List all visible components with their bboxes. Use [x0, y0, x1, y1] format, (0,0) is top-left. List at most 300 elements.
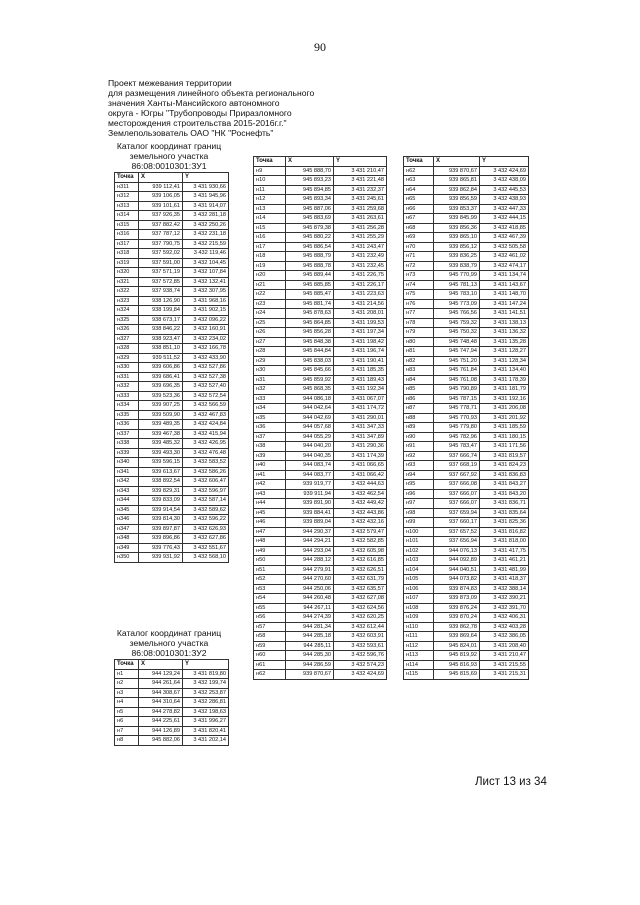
y-cell: 3 432 447,33	[480, 204, 529, 214]
x-cell: 944 083,74	[286, 461, 334, 471]
x-cell: 937 591,00	[139, 258, 183, 268]
point-cell: н39	[254, 451, 286, 461]
y-cell: 3 431 181,79	[480, 385, 529, 395]
y-cell: 3 431 481,99	[480, 565, 529, 575]
x-cell: 938 199,84	[139, 306, 183, 316]
y-cell: 3 431 199,53	[334, 318, 387, 328]
y-cell: 3 432 391,70	[480, 603, 529, 613]
y-cell: 3 431 290,01	[334, 413, 387, 423]
x-cell: 937 790,75	[139, 239, 183, 249]
y-cell: 3 432 593,61	[334, 641, 387, 651]
y-cell: 3 432 527,40	[183, 382, 229, 392]
x-cell: 939 613,67	[139, 467, 183, 477]
y-cell: 3 432 626,51	[334, 565, 387, 575]
table-row	[115, 543, 229, 553]
point-cell: н315	[115, 220, 139, 230]
y-cell: 3 432 281,18	[183, 211, 229, 221]
col-header-x: X	[286, 157, 334, 167]
table-row	[115, 211, 229, 221]
point-cell: н51	[254, 565, 286, 575]
point-cell: н9	[254, 166, 286, 176]
table-row	[404, 565, 529, 575]
y-cell: 3 431 843,20	[480, 489, 529, 499]
y-cell: 3 431 196,74	[334, 347, 387, 357]
col-header-point: Точка	[254, 157, 286, 167]
point-cell: н27	[254, 337, 286, 347]
table-row	[115, 698, 229, 708]
y-cell: 3 431 245,61	[334, 195, 387, 205]
y-cell: 3 431 819,57	[480, 451, 529, 461]
point-cell: н68	[404, 223, 434, 233]
point-cell: н320	[115, 268, 139, 278]
x-cell: 939 833,09	[139, 496, 183, 506]
table-row	[115, 505, 229, 515]
x-cell: 938 673,17	[139, 315, 183, 325]
table-row	[115, 679, 229, 689]
table-row	[254, 252, 387, 262]
point-cell: н1	[115, 669, 139, 679]
point-cell: н54	[254, 594, 286, 604]
point-cell: н335	[115, 410, 139, 420]
y-cell: 3 432 104,45	[183, 258, 229, 268]
point-cell: н34	[254, 404, 286, 414]
header-line: месторождения строительства 2015-2016г.г."	[108, 118, 287, 128]
y-cell: 3 432 603,91	[334, 632, 387, 642]
coord-table-zu2	[114, 659, 229, 746]
y-cell: 3 432 403,28	[480, 622, 529, 632]
point-cell: н329	[115, 353, 139, 363]
table-row	[254, 613, 387, 623]
point-cell: н63	[404, 176, 434, 186]
point-cell: н340	[115, 458, 139, 468]
x-cell: 944 310,64	[139, 698, 183, 708]
x-cell: 939 919,77	[286, 480, 334, 490]
point-cell: н115	[404, 670, 434, 680]
x-cell: 945 881,74	[286, 299, 334, 309]
y-cell: 3 431 290,36	[334, 442, 387, 452]
x-cell: 945 888,78	[286, 261, 334, 271]
x-cell: 945 748,48	[434, 337, 480, 347]
table-row	[115, 277, 229, 287]
y-cell: 3 432 527,86	[183, 363, 229, 373]
y-cell: 3 432 445,53	[480, 185, 529, 195]
header-line: Проект межевания территории	[108, 78, 232, 88]
table-row	[404, 489, 529, 499]
table-row	[404, 252, 529, 262]
table-row	[254, 214, 387, 224]
y-cell: 3 432 626,93	[183, 524, 229, 534]
y-cell: 3 431 226,75	[334, 271, 387, 281]
point-cell: н62	[404, 166, 434, 176]
point-cell: н79	[404, 328, 434, 338]
point-cell: н47	[254, 527, 286, 537]
point-cell: н42	[254, 480, 286, 490]
y-cell: 3 431 141,51	[480, 309, 529, 319]
x-cell: 937 657,52	[434, 527, 480, 537]
point-cell: н58	[254, 632, 286, 642]
point-cell: н350	[115, 553, 139, 563]
table-row	[115, 201, 229, 211]
table-row	[254, 594, 387, 604]
point-cell: н348	[115, 534, 139, 544]
y-cell: 3 432 390,21	[480, 594, 529, 604]
x-cell: 937 656,94	[434, 537, 480, 547]
point-cell: н10	[254, 176, 286, 186]
table-row	[115, 717, 229, 727]
point-cell: н93	[404, 461, 434, 471]
table-row	[115, 467, 229, 477]
table-row	[254, 375, 387, 385]
y-cell: 3 431 066,42	[334, 470, 387, 480]
y-cell: 3 431 902,15	[183, 306, 229, 316]
table-row	[404, 508, 529, 518]
y-cell: 3 432 119,46	[183, 249, 229, 259]
point-cell: н60	[254, 651, 286, 661]
x-cell: 944 126,89	[139, 726, 183, 736]
table-row	[254, 261, 387, 271]
table-row	[115, 524, 229, 534]
table-row	[115, 736, 229, 746]
point-cell: н21	[254, 280, 286, 290]
catalog1-title: Каталог координат границ земельного участка 86:08:0010301:ЗУ1	[116, 141, 222, 171]
y-cell: 3 432 579,47	[334, 527, 387, 537]
y-cell: 3 432 586,26	[183, 467, 229, 477]
x-cell: 944 042,69	[286, 413, 334, 423]
x-cell: 945 759,32	[434, 318, 480, 328]
point-cell: н104	[404, 565, 434, 575]
x-cell: 938 892,54	[139, 477, 183, 487]
point-cell: н325	[115, 315, 139, 325]
y-cell: 3 432 160,91	[183, 325, 229, 335]
table-row	[115, 344, 229, 354]
point-cell: н347	[115, 524, 139, 534]
point-cell: н15	[254, 223, 286, 233]
col-header-y: Y	[480, 157, 529, 167]
coord-table-middle	[253, 156, 387, 680]
table-row	[404, 166, 529, 176]
table-row	[404, 641, 529, 651]
y-cell: 3 432 596,76	[334, 651, 387, 661]
table-row	[254, 603, 387, 613]
x-cell: 944 293,04	[286, 546, 334, 556]
table-row	[404, 632, 529, 642]
y-cell: 3 431 255,29	[334, 233, 387, 243]
table-row	[254, 537, 387, 547]
point-cell: н55	[254, 603, 286, 613]
y-cell: 3 431 136,32	[480, 328, 529, 338]
point-cell: н40	[254, 461, 286, 471]
x-cell: 945 783,10	[434, 290, 480, 300]
table-row	[115, 192, 229, 202]
x-cell: 945 885,47	[286, 290, 334, 300]
table-row	[115, 334, 229, 344]
table-row	[254, 556, 387, 566]
x-cell: 945 887,06	[286, 204, 334, 214]
x-cell: 939 856,12	[434, 242, 480, 252]
header-line: для размещения линейного объекта регионального	[108, 88, 315, 98]
point-cell: н41	[254, 470, 286, 480]
y-cell: 3 432 624,56	[334, 603, 387, 613]
y-cell: 3 431 148,70	[480, 290, 529, 300]
x-cell: 939 907,25	[139, 401, 183, 411]
table-row	[254, 385, 387, 395]
table-row	[254, 632, 387, 642]
x-cell: 945 783,47	[434, 442, 480, 452]
x-cell: 944 267,11	[286, 603, 334, 613]
x-cell: 945 880,22	[286, 233, 334, 243]
table-row	[404, 537, 529, 547]
y-cell: 3 431 192,16	[480, 394, 529, 404]
x-cell: 939 101,61	[139, 201, 183, 211]
point-cell: н49	[254, 546, 286, 556]
table-row	[115, 182, 229, 192]
y-cell: 3 431 210,47	[334, 166, 387, 176]
point-cell: н311	[115, 182, 139, 192]
point-cell: н349	[115, 543, 139, 553]
y-cell: 3 432 166,78	[183, 344, 229, 354]
y-cell: 3 432 253,87	[183, 688, 229, 698]
table-row	[404, 233, 529, 243]
y-cell: 3 431 208,01	[334, 309, 387, 319]
x-cell: 939 814,30	[139, 515, 183, 525]
x-cell: 939 112,41	[139, 182, 183, 192]
x-cell: 939 856,36	[434, 223, 480, 233]
y-cell: 3 432 438,93	[480, 195, 529, 205]
x-cell: 939 776,43	[139, 543, 183, 553]
point-cell: н76	[404, 299, 434, 309]
x-cell: 945 781,13	[434, 280, 480, 290]
table-row	[404, 461, 529, 471]
y-cell: 3 432 231,18	[183, 230, 229, 240]
point-cell: н317	[115, 239, 139, 249]
point-cell: н38	[254, 442, 286, 452]
y-cell: 3 432 627,86	[183, 534, 229, 544]
x-cell: 944 286,59	[286, 660, 334, 670]
table-row	[404, 527, 529, 537]
point-cell: н83	[404, 366, 434, 376]
point-cell: н67	[404, 214, 434, 224]
table-row	[115, 382, 229, 392]
x-cell: 944 279,91	[286, 565, 334, 575]
x-cell: 939 911,94	[286, 489, 334, 499]
table-row	[115, 268, 229, 278]
y-cell: 3 432 424,69	[480, 166, 529, 176]
y-cell: 3 432 589,62	[183, 505, 229, 515]
table-row	[115, 534, 229, 544]
col-header-point: Точка	[115, 660, 139, 670]
point-cell: н23	[254, 299, 286, 309]
y-cell: 3 431 138,13	[480, 318, 529, 328]
point-cell: н313	[115, 201, 139, 211]
point-cell: н322	[115, 287, 139, 297]
table-row	[254, 518, 387, 528]
x-cell: 939 489,35	[139, 420, 183, 430]
x-cell: 945 751,20	[434, 356, 480, 366]
point-cell: н5	[115, 707, 139, 717]
x-cell: 939 865,81	[434, 176, 480, 186]
x-cell: 945 879,38	[286, 223, 334, 233]
table-row	[404, 518, 529, 528]
table-row	[404, 603, 529, 613]
table-row	[404, 413, 529, 423]
y-cell: 3 432 461,02	[480, 252, 529, 262]
x-cell: 939 884,41	[286, 508, 334, 518]
x-cell: 939 686,41	[139, 372, 183, 382]
table-row	[404, 280, 529, 290]
table-row	[254, 195, 387, 205]
x-cell: 939 870,67	[434, 166, 480, 176]
y-cell: 3 431 232,45	[334, 261, 387, 271]
table-row	[404, 261, 529, 271]
point-cell: н100	[404, 527, 434, 537]
header-line: значения Ханты-Мансийского автономного	[108, 98, 280, 108]
col-header-x: X	[139, 660, 183, 670]
table-row	[404, 375, 529, 385]
point-cell: н342	[115, 477, 139, 487]
y-cell: 3 431 214,56	[334, 299, 387, 309]
x-cell: 939 856,59	[434, 195, 480, 205]
y-cell: 3 431 174,39	[334, 451, 387, 461]
point-cell: н33	[254, 394, 286, 404]
y-cell: 3 432 606,47	[183, 477, 229, 487]
point-cell: н324	[115, 306, 139, 316]
y-cell: 3 431 945,96	[183, 192, 229, 202]
table-row	[115, 325, 229, 335]
y-cell: 3 431 202,14	[183, 736, 229, 746]
y-cell: 3 432 199,74	[183, 679, 229, 689]
table-row	[404, 366, 529, 376]
point-cell: н111	[404, 632, 434, 642]
table-row	[115, 496, 229, 506]
y-cell: 3 431 232,49	[334, 252, 387, 262]
y-cell: 3 431 259,68	[334, 204, 387, 214]
table-row	[404, 223, 529, 233]
y-cell: 3 432 612,44	[334, 622, 387, 632]
table-row	[254, 565, 387, 575]
x-cell: 944 092,89	[434, 556, 480, 566]
catalog2-title: Каталог координат границ земельного участка 86:08:0010301:ЗУ2	[116, 628, 222, 658]
point-cell: н338	[115, 439, 139, 449]
x-cell: 945 770,93	[434, 413, 480, 423]
point-cell: н316	[115, 230, 139, 240]
table-row	[254, 480, 387, 490]
x-cell: 939 862,84	[434, 185, 480, 195]
point-cell: н14	[254, 214, 286, 224]
x-cell: 937 571,19	[139, 268, 183, 278]
x-cell: 945 816,93	[434, 660, 480, 670]
table-row	[254, 461, 387, 471]
table-row	[254, 575, 387, 585]
table-row	[404, 499, 529, 509]
point-cell: н48	[254, 537, 286, 547]
x-cell: 939 914,54	[139, 505, 183, 515]
table-row	[115, 287, 229, 297]
point-cell: н318	[115, 249, 139, 259]
table-row	[254, 660, 387, 670]
table-row	[115, 553, 229, 563]
table-row	[254, 356, 387, 366]
table-row	[404, 204, 529, 214]
table-row	[404, 299, 529, 309]
x-cell: 945 747,94	[434, 347, 480, 357]
x-cell: 945 864,85	[286, 318, 334, 328]
y-cell: 3 431 143,67	[480, 280, 529, 290]
x-cell: 939 862,78	[434, 622, 480, 632]
table-row	[115, 239, 229, 249]
table-row	[254, 670, 387, 680]
point-cell: н22	[254, 290, 286, 300]
table-row	[404, 318, 529, 328]
x-cell: 944 285,11	[286, 641, 334, 651]
x-cell: 944 281,34	[286, 622, 334, 632]
col-header-x: X	[434, 157, 480, 167]
x-cell: 938 846,22	[139, 325, 183, 335]
x-cell: 937 660,17	[434, 518, 480, 528]
table-row	[115, 306, 229, 316]
table-row	[254, 223, 387, 233]
point-cell: н112	[404, 641, 434, 651]
table-row	[404, 394, 529, 404]
point-cell: н66	[404, 204, 434, 214]
y-cell: 3 432 527,38	[183, 372, 229, 382]
table-row	[404, 575, 529, 585]
point-cell: н3	[115, 688, 139, 698]
y-cell: 3 432 566,59	[183, 401, 229, 411]
x-cell: 945 773,09	[434, 299, 480, 309]
x-cell: 944 250,06	[286, 584, 334, 594]
point-cell: н11	[254, 185, 286, 195]
y-cell: 3 432 443,86	[334, 508, 387, 518]
x-cell: 939 891,90	[286, 499, 334, 509]
point-cell: н46	[254, 518, 286, 528]
y-cell: 3 431 836,83	[480, 470, 529, 480]
table-row	[404, 423, 529, 433]
table-row	[404, 480, 529, 490]
x-cell: 944 308,67	[139, 688, 183, 698]
y-cell: 3 431 461,21	[480, 556, 529, 566]
x-cell: 944 057,68	[286, 423, 334, 433]
point-cell: н24	[254, 309, 286, 319]
table-row	[115, 726, 229, 736]
x-cell: 939 896,86	[139, 534, 183, 544]
point-cell: н20	[254, 271, 286, 281]
x-cell: 945 888,79	[286, 252, 334, 262]
table-row	[254, 318, 387, 328]
x-cell: 939 873,09	[434, 594, 480, 604]
point-cell: н61	[254, 660, 286, 670]
table-row	[115, 353, 229, 363]
x-cell: 944 042,64	[286, 404, 334, 414]
table-row	[115, 439, 229, 449]
x-cell: 939 836,25	[434, 252, 480, 262]
x-cell: 937 668,19	[434, 461, 480, 471]
point-cell: н4	[115, 698, 139, 708]
table-row	[254, 176, 387, 186]
x-cell: 937 666,07	[434, 489, 480, 499]
col-header-point: Точка	[404, 157, 434, 167]
y-cell: 3 432 596,22	[183, 515, 229, 525]
x-cell: 945 888,70	[286, 166, 334, 176]
table-row	[254, 347, 387, 357]
x-cell: 945 893,34	[286, 195, 334, 205]
x-cell: 944 040,20	[286, 442, 334, 452]
x-cell: 937 787,12	[139, 230, 183, 240]
point-cell: н56	[254, 613, 286, 623]
x-cell: 939 869,64	[434, 632, 480, 642]
table-row	[404, 356, 529, 366]
x-cell: 944 270,60	[286, 575, 334, 585]
point-cell: н45	[254, 508, 286, 518]
